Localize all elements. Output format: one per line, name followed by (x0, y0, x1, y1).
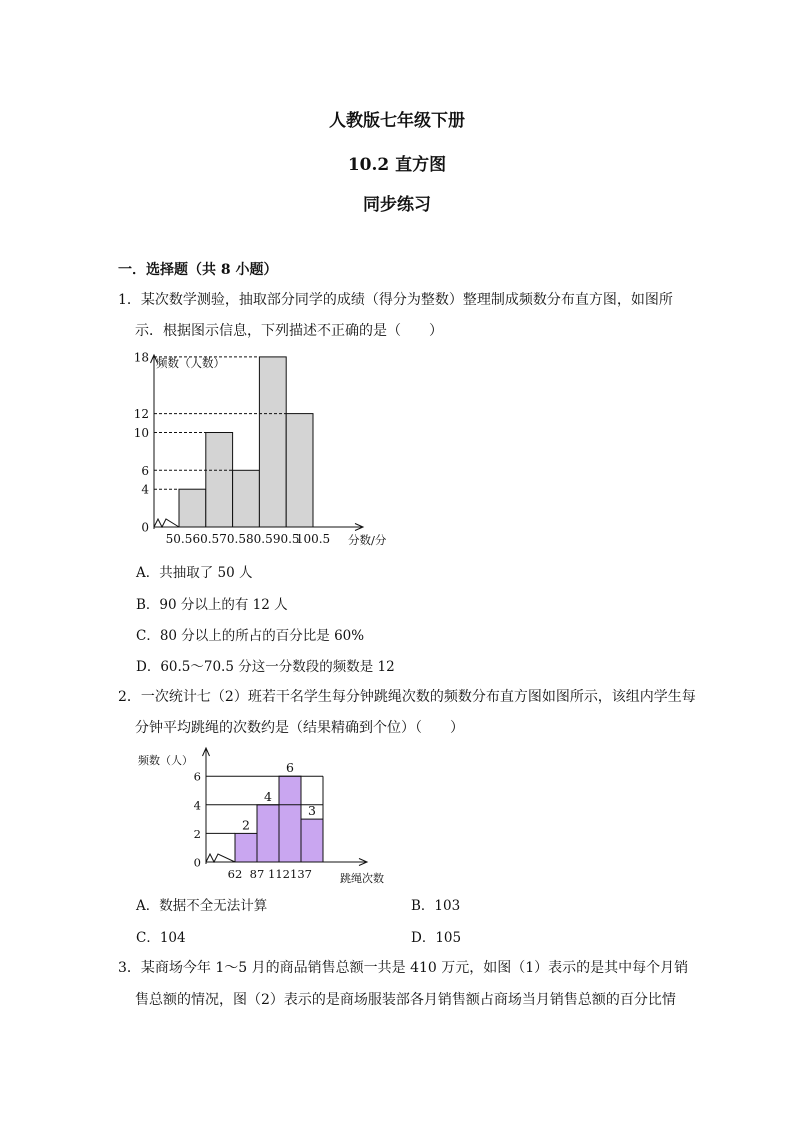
y-tick-label: 12 (133, 407, 149, 422)
y-tick-label: 0 (141, 520, 149, 535)
x-axis-label: 跳绳次数 (340, 872, 384, 885)
q1-option-b: B．90 分以上的有 12 人 (136, 597, 288, 613)
x-axis-label: 分数/分 (348, 533, 387, 547)
histogram-bar (259, 357, 286, 527)
q1-option-d: D．60.5～70.5 分这一分数段的频数是 12 (136, 659, 395, 675)
y-tick-label: 4 (193, 798, 201, 813)
y-tick-label: 18 (133, 350, 149, 365)
histogram-bar (235, 833, 257, 862)
y-tick-label: 0 (193, 855, 201, 870)
q2-option-b: B．103 (411, 898, 461, 914)
x-tick-label: 100.5 (295, 532, 331, 546)
x-tick-label: 70.5 (219, 532, 246, 546)
x-tick-label: 90.5 (272, 532, 300, 546)
x-tick-label: 112 (268, 867, 290, 881)
bar-data-label: 4 (264, 788, 272, 804)
histogram-bar (257, 805, 279, 862)
axis-break (206, 854, 235, 862)
x-tick-label: 137 (290, 867, 312, 881)
histogram-bar (301, 819, 323, 862)
q2-stem-line2: 分钟平均跳绳的次数约是（结果精确到个位）（ ） (135, 720, 464, 736)
section-heading: 一．选择题（共 8 小题） (118, 262, 278, 278)
q1-histogram (130, 350, 400, 550)
doc-subtitle: 10.2 直方图 (347, 155, 447, 175)
histogram-bar (286, 414, 313, 527)
q1-stem-line2: 示．根据图示信息，下列描述不正确的是（ ） (135, 323, 443, 339)
y-axis-label: 频数（人） (138, 754, 193, 767)
x-tick-label: 80.5 (246, 532, 273, 546)
x-tick-label: 60.5 (192, 532, 220, 546)
doc-subtitle-2: 同步练习 (363, 195, 431, 215)
bar-data-label: 2 (242, 817, 250, 833)
y-tick-label: 6 (193, 769, 201, 784)
bar-data-label: 3 (308, 803, 316, 819)
doc-title: 人教版七年级下册 (329, 111, 465, 131)
histogram-bar (179, 489, 206, 527)
q1-option-c: C．80 分以上的所占的百分比是 60% (136, 628, 365, 644)
q1-stem-line1: 1．某次数学测验，抽取部分同学的成绩（得分为整数）整理制成频数分布直方图，如图所 (118, 292, 673, 308)
y-tick-label: 6 (141, 463, 149, 478)
q2-option-d: D．105 (411, 930, 462, 946)
x-tick-label: 87 (249, 867, 265, 881)
q3-stem-line1: 3．某商场今年 1～5 月的商品销售总额一共是 410 万元，如图（1）表示的是其中每个月销 (118, 960, 689, 976)
axis-break (154, 519, 179, 527)
y-tick-label: 10 (133, 426, 149, 440)
q2-stem-line1: 2．一次统计七（2）班若干名学生每分钟跳绳次数的频数分布直方图如图所示，该组内学生每 (118, 689, 696, 705)
histogram-bar (206, 433, 233, 528)
q2-option-a: A．数据不全无法计算 (136, 898, 268, 914)
histogram-bar (233, 470, 260, 527)
q1-option-a: A．共抽取了 50 人 (136, 565, 253, 581)
q2-option-c: C．104 (136, 930, 186, 946)
y-tick-label: 2 (193, 826, 201, 841)
q2-histogram (135, 748, 405, 888)
q3-stem-line2: 售总额的情况，图（2）表示的是商场服装部各月销售额占商场当月销售总额的百分比情 (135, 992, 676, 1008)
bar-data-label: 6 (286, 760, 294, 776)
x-tick-label: 62 (227, 867, 243, 881)
histogram-bar (279, 776, 301, 862)
y-tick-label: 4 (141, 482, 149, 497)
x-tick-label: 50.5 (165, 532, 193, 546)
y-axis-label: 频数（人数） (156, 356, 225, 370)
